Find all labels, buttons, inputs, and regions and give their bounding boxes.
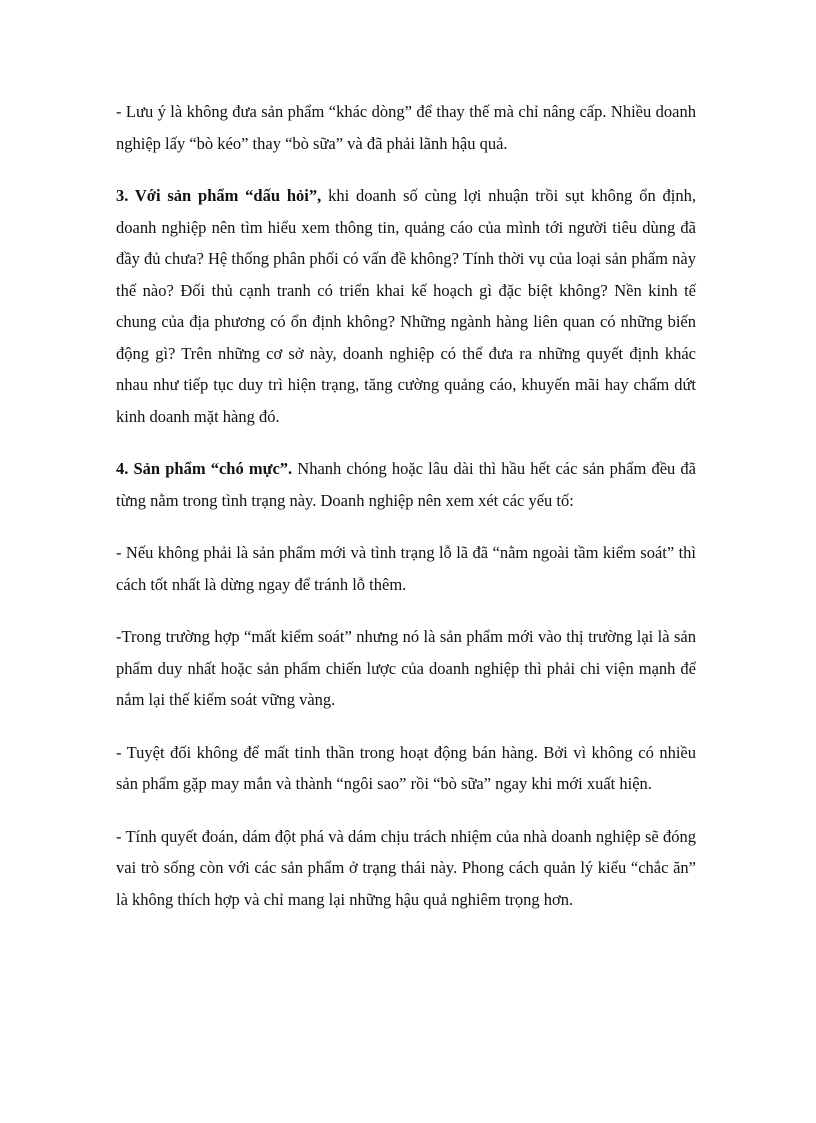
- paragraph-dog-products: [116, 453, 696, 516]
- paragraph-text: - Tính quyết đoán, dám đột phá và dám chịu trách nhiệm của nhà doanh nghiệp sẽ đóng vai trò sống còn với các sản phẩm ở trạng thái này. Phong cách quản lý kiểu “chắc ăn” là không thích hợp và chỉ mang lại những hậu quả nghiêm trọng hơn.: [116, 826, 696, 909]
- paragraph-lead: 4. Sản phẩm “chó mực”.: [116, 459, 293, 478]
- paragraph-text: - Tuyệt đối không để mất tinh thần trong hoạt động bán hàng. Bởi vì không có nhiều sản phẩm gặp may mắn và thành “ngôi sao” rồi “bò sữa” ngay khi mới xuất hiện.: [116, 742, 696, 793]
- paragraph-text: -Trong trường hợp “mất kiểm soát” nhưng nó là sản phẩm mới vào thị trường lại là sản phẩm duy nhất hoặc sản phẩm chiến lược của doanh nghiệp thì phải chi viện mạnh để nắm lại thế kiểm soát vững vàng.: [116, 627, 696, 709]
- paragraph-regain-control: [116, 621, 696, 716]
- paragraph-lead: 3. Với sản phẩm “dấu hỏi”,: [116, 186, 322, 205]
- document-page: [116, 96, 696, 936]
- paragraph-text: - Nếu không phải là sản phẩm mới và tình trạng lỗ lã đã “nằm ngoài tầm kiểm soát” thì cách tốt nhất là dừng ngay để tránh lỗ thêm.: [116, 543, 696, 594]
- paragraph-text: - Lưu ý là không đưa sản phẩm “khác dòng” để thay thế mà chỉ nâng cấp. Nhiều doanh nghiệp lấy “bò kéo” thay “bò sữa” và đã phải lãnh hậu quả.: [116, 102, 696, 153]
- paragraph-text: Nhanh chóng hoặc lâu dài thì hầu hết các sản phẩm đều đã từng nằm trong tình trạng này. Doanh nghiệp nên xem xét các yếu tố:: [116, 459, 696, 510]
- paragraph-note-upgrade: [116, 96, 696, 159]
- paragraph-question-mark-products: [116, 180, 696, 432]
- paragraph-stop-losses: [116, 537, 696, 600]
- paragraph-keep-morale: [116, 737, 696, 800]
- paragraph-decisiveness: [116, 821, 696, 916]
- paragraph-text: khi doanh số cùng lợi nhuận trồi sụt không ổn định, doanh nghiệp nên tìm hiểu xem thông tin, quảng cáo của mình tới người tiêu dùng đã đầy đủ chưa? Hệ thống phân phối có vấn đề không? Tính thời vụ của loại sản phẩm này thế nào? Đối thủ cạnh tranh có triển khai kế hoạch gì đặc biệt không? Nền kinh tế chung của địa phương có ổn định không? Những ngành hàng liên quan có những biến động gì? Trên những cơ sở này, doanh nghiệp có thể đưa ra những quyết định khác nhau như tiếp tục duy trì hiện trạng, tăng cường quảng cáo, khuyến mãi hay chấm dứt kinh doanh mặt hàng đó.: [116, 186, 696, 426]
